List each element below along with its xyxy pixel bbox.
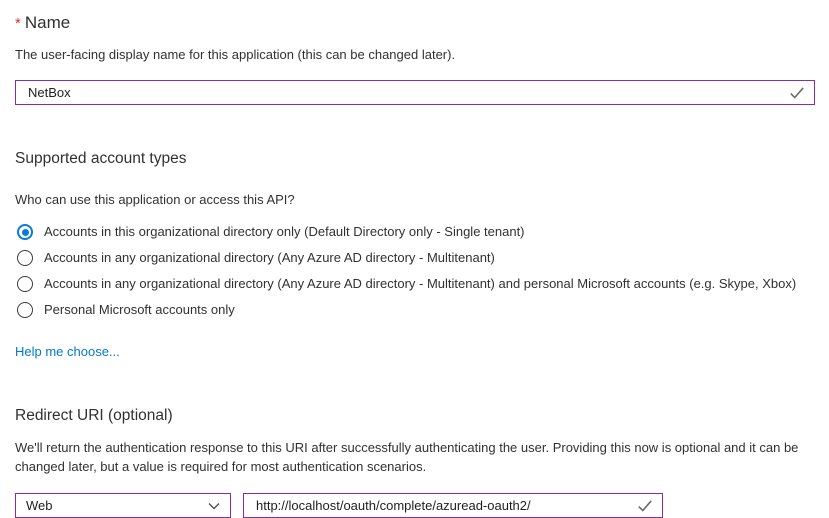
checkmark-icon bbox=[636, 497, 654, 515]
radio-option-label: Accounts in any organizational directory (Any Azure AD directory - Multitenant) bbox=[44, 250, 495, 265]
name-field-description: The user-facing display name for this application (this can be changed later). bbox=[15, 47, 456, 62]
redirect-uri-row bbox=[15, 493, 815, 518]
radio-button-icon[interactable] bbox=[17, 250, 33, 266]
radio-button-icon[interactable] bbox=[17, 276, 33, 292]
platform-select-value: Web bbox=[26, 498, 53, 513]
radio-option-label: Personal Microsoft accounts only bbox=[44, 302, 235, 317]
radio-option-label: Accounts in this organizational directory only (Default Directory only - Single tenant) bbox=[44, 224, 525, 239]
redirect-uri-input-value: http://localhost/oauth/complete/azuread-oauth2/ bbox=[256, 498, 531, 513]
name-field-title bbox=[15, 12, 815, 34]
radio-button-icon[interactable] bbox=[17, 302, 33, 318]
radio-option-single-tenant[interactable] bbox=[15, 219, 815, 245]
help-me-choose-link[interactable]: Help me choose... bbox=[15, 344, 120, 359]
radio-option-multitenant-personal[interactable] bbox=[15, 271, 815, 297]
redirect-uri-title: Redirect URI (optional) bbox=[15, 407, 173, 424]
account-types-question: Who can use this application or access this API? bbox=[15, 192, 295, 207]
name-field-title-text: Name bbox=[24, 13, 71, 32]
radio-option-personal-only[interactable] bbox=[15, 297, 815, 323]
platform-select[interactable] bbox=[15, 493, 231, 518]
checkmark-icon bbox=[788, 84, 806, 102]
radio-button-icon[interactable] bbox=[17, 224, 33, 240]
required-asterisk: * bbox=[15, 15, 21, 32]
name-input-value: NetBox bbox=[28, 85, 71, 100]
chevron-down-icon bbox=[206, 498, 222, 514]
account-types-radio-group bbox=[15, 219, 815, 323]
name-input[interactable] bbox=[15, 80, 815, 105]
name-section bbox=[15, 12, 815, 105]
radio-option-multitenant[interactable] bbox=[15, 245, 815, 271]
redirect-uri-description: We'll return the authentication response to this URI after successfully authenticating the user. Providing this now is optional and it can be changed later, but a value is required for most authentication scenarios. bbox=[15, 440, 799, 474]
radio-option-label: Accounts in any organizational directory (Any Azure AD directory - Multitenant) and personal Microsoft accounts (e.g. Skype, Xbox) bbox=[44, 276, 797, 291]
supported-account-types-section bbox=[15, 149, 815, 361]
supported-account-types-title: Supported account types bbox=[15, 150, 187, 167]
redirect-uri-input[interactable] bbox=[243, 493, 663, 518]
redirect-uri-section bbox=[15, 406, 815, 518]
